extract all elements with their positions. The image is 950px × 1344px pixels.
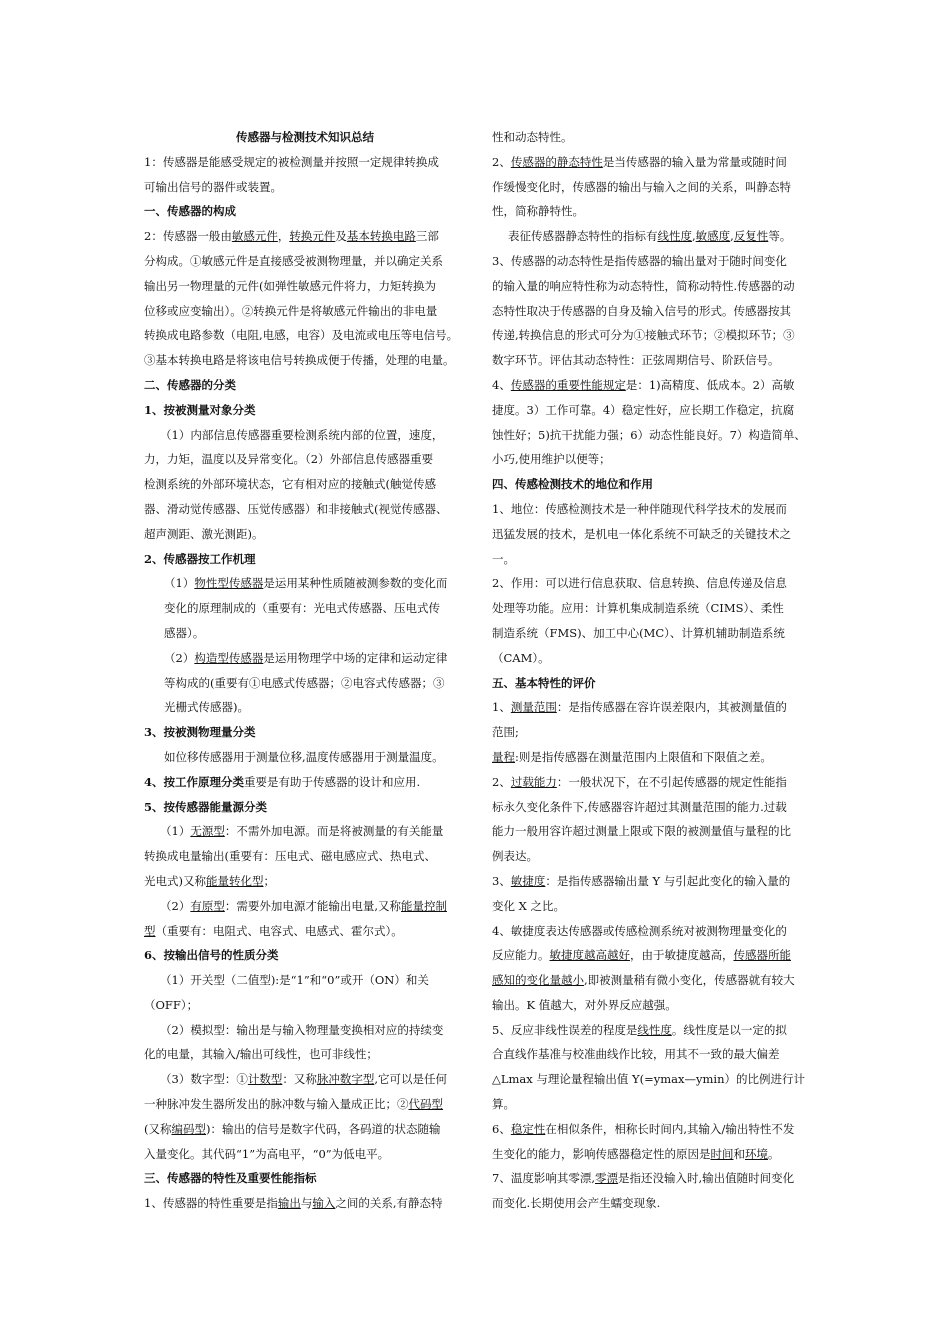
text-run: )：输出的信号是数字代码，各码道的状态随输 — [206, 1121, 441, 1136]
text-line: ③基本转换电路是将该电信号转换成便于传播，处理的电量。 — [144, 353, 455, 368]
text-run: ， — [277, 229, 290, 244]
underlined-term: 有原型 — [190, 898, 225, 913]
section-heading: 5、按传感器能量源分类 — [144, 799, 268, 814]
text-line — [492, 869, 814, 894]
text-run: 重要是有助于传感器的设计和应用. — [244, 774, 421, 789]
text-line: 数字环节。评估其动态特性：正弦周期信号、阶跃信号。 — [492, 353, 780, 368]
section-heading: 6、按输出信号的性质分类 — [144, 948, 279, 963]
text-line — [492, 695, 814, 720]
text-line — [144, 646, 466, 671]
underlined-term: 测量范围 — [510, 700, 557, 715]
underlined-term: 零漂 — [594, 1171, 618, 1186]
text-line: 变化 X 之比。 — [492, 898, 565, 913]
underlined-term: 敏捷度 — [510, 873, 546, 888]
text-line: 能力一般用容许超过测量上限或下限的被测量值与量程的比 — [492, 824, 791, 839]
section-heading: 一、传感器的构成 — [144, 204, 236, 219]
text-line: 传递,转换信息的形式可分为①接触式环节；②模拟环节；③ — [492, 328, 795, 343]
text-line — [492, 150, 814, 175]
section-heading: 五、基本特性的评价 — [492, 675, 596, 690]
text-line — [144, 1067, 466, 1092]
text-run: ：一般状况下，在不引起传感器的规定性能指 — [556, 774, 787, 789]
text-run: ,它可以是任何 — [374, 1072, 447, 1087]
text-run: ：是指传感器输出量 Y 与引起此变化的输入量的 — [545, 873, 791, 888]
text-run: 及 — [335, 229, 347, 244]
text-line — [492, 968, 814, 993]
text-run: 2、 — [492, 774, 511, 789]
underlined-term: 基本转换电路 — [346, 229, 416, 244]
text-line: 而变化.长期使用会产生蠕变现象. — [492, 1196, 661, 1211]
text-run: 2、 — [492, 154, 511, 169]
underlined-term: 过载能力 — [510, 774, 557, 789]
text-run: ：又称 — [282, 1072, 317, 1087]
text-line: 蚀性好；5)抗干扰能力强；6）动态性能良好。7）构造简单、 — [492, 427, 806, 442]
text-line — [144, 770, 466, 795]
section-heading: 四、传感检测技术的地位和作用 — [492, 477, 653, 492]
text-line: 捷度。3）工作可靠。4）稳定性好，应长期工作稳定，抗腐 — [492, 402, 795, 417]
underlined-term: 传感器的重要性能规定 — [510, 377, 626, 392]
text-line: 作缓慢变化时，传感器的输出与输入之间的关系，叫静态特 — [492, 179, 791, 194]
text-line — [492, 1166, 814, 1191]
text-line — [144, 571, 466, 596]
text-line: 合直线作基准与校准曲线作比较，用其不一致的最大偏差 — [492, 1047, 780, 1062]
text-line: 超声测距、激光测距)。 — [144, 526, 264, 541]
text-line — [492, 373, 814, 398]
text-run: 和 — [733, 1146, 745, 1161]
text-run: 之间的关系,有静态特 — [335, 1196, 443, 1211]
underlined-term: 环境 — [745, 1146, 768, 1161]
text-run: 是当传感器的输入量为常量或随时间 — [602, 154, 787, 169]
underlined-term: 传感器所能 — [733, 948, 791, 963]
text-line: 入量变化。其代码“1”为高电平，“0”为低电平。 — [144, 1146, 390, 1161]
text-run: 6、 — [492, 1121, 511, 1136]
text-line — [144, 1092, 466, 1117]
text-run: 5、反应非线性误差的程度是 — [492, 1022, 638, 1037]
text-run: （重要有：电阻式、电容式、电感式、霍尔式）。 — [155, 923, 403, 938]
text-line — [492, 745, 814, 770]
section-heading: 三、传感器的特性及重要性能指标 — [144, 1171, 317, 1186]
text-line: 化的电量，其输入/输出可线性，也可非线性； — [144, 1047, 378, 1062]
underlined-term: 线性度 — [657, 229, 692, 244]
underlined-term: 能量控制 — [400, 898, 447, 913]
text-line: 光栅式传感器)。 — [164, 700, 249, 715]
text-run: （1） — [160, 824, 191, 839]
underlined-term: 能量转化型 — [206, 873, 264, 888]
underlined-term: 量程 — [492, 749, 515, 764]
text-run: （1） — [164, 576, 195, 591]
text-line: 位移或应变输出）。②转换元件是将敏感元件输出的非电量 — [144, 303, 438, 318]
text-run: 三部 — [415, 229, 439, 244]
text-line: 的输入量的响应特性称为动态特性，简称动特性.传感器的动 — [492, 278, 795, 293]
text-line: 1、地位：传感检测技术是一种伴随现代科学技术的发展而 — [492, 501, 787, 516]
underlined-term: 敏感元件 — [231, 229, 278, 244]
text-line: 分构成。①敏感元件是直接感受被测物理量，并以确定关系 — [144, 253, 443, 268]
text-line: 检测系统的外部环境状态，它有相对应的接触式(触觉传感 — [144, 477, 436, 492]
text-run: （3）数字型：① — [160, 1072, 248, 1087]
text-run: 一种脉冲发生器所发出的脉冲数与输入量成正比；② — [144, 1097, 409, 1112]
underlined-term: 输入 — [312, 1196, 336, 1211]
underlined-term: 输出 — [277, 1196, 301, 1211]
text-line — [144, 869, 466, 894]
text-run: 与 — [300, 1196, 313, 1211]
section-heading: 二、传感器的分类 — [144, 377, 236, 392]
text-run: 等。 — [768, 229, 792, 244]
text-line: 等构成的(重要有①电感式传感器；②电容式传感器；③ — [164, 675, 445, 690]
underlined-term: 构造型传感器 — [194, 650, 264, 665]
text-run: 。 — [768, 1146, 780, 1161]
text-line: 例表达。 — [492, 849, 538, 864]
text-run: 光电式)又称 — [144, 873, 206, 888]
text-line — [492, 1018, 814, 1043]
text-run: 是：1)高精度、低成本。2）高敏 — [625, 377, 795, 392]
text-run: 7、温度影响其零漂, — [492, 1171, 595, 1186]
text-run: ,即被测量稍有微小变化，传感器就有较大 — [584, 973, 795, 988]
text-line — [144, 224, 466, 249]
underlined-term: 线性度 — [637, 1022, 672, 1037]
text-run: 1、 — [492, 700, 511, 715]
text-run: 生变化的能力，影响传感器稳定性的原因是 — [492, 1146, 711, 1161]
underlined-term: 转换元件 — [289, 229, 336, 244]
text-line: 一。 — [492, 551, 515, 566]
text-line: （OFF）； — [144, 997, 199, 1012]
text-line: 制造系统（FMS)、加工中心(MC）、计算机辅助制造系统 — [492, 625, 785, 640]
right-column — [492, 125, 814, 1216]
text-line: △Lmax 与理论量程输出值 Y(=ymax—ymin）的比例进行计 — [492, 1072, 805, 1087]
text-line: 器、滑动觉传感器、压觉传感器）和非接触式(视觉传感器、 — [144, 501, 448, 516]
text-run: (又称 — [144, 1121, 172, 1136]
text-line — [144, 1117, 466, 1142]
underlined-term: 代码型 — [408, 1097, 443, 1112]
text-line: （CAM）。 — [492, 650, 550, 665]
text-line — [144, 894, 466, 919]
text-run: , — [730, 229, 734, 244]
text-line: 转换成电量输出(重要有：压电式、磁电感应式、热电式、 — [144, 849, 436, 864]
text-line: 输出。K 值越大，对外界反应越强。 — [492, 997, 677, 1012]
text-line: （1）内部信息传感器重要检测系统内部的位置，速度， — [160, 427, 444, 442]
text-line: 性和动态特性。 — [492, 130, 573, 144]
text-line — [492, 224, 814, 249]
underlined-term: 计数型 — [247, 1072, 283, 1087]
underlined-term: 敏感度 — [695, 229, 731, 244]
text-run: ，由于敏捷度越高， — [630, 948, 734, 963]
underlined-term: 传感器的静态特性 — [510, 154, 603, 169]
underlined-term: 稳定性 — [510, 1121, 546, 1136]
document-title: 传感器与检测技术知识总结 — [236, 130, 374, 144]
text-line: 输出另一物理量的元件(如弹性敏感元件将力，力矩转换为 — [144, 278, 436, 293]
text-run: ； — [263, 873, 275, 888]
text-run: ：是指传感器在容许误差限内，其被测量值的 — [556, 700, 787, 715]
text-line: 处理等功能。应用：计算机集成制造系统（CIMS）、柔性 — [492, 601, 784, 616]
text-run: ：不需外加电源。而是将被测量的有关能量 — [224, 824, 444, 839]
text-line: 变化的原理制成的（重要有：光电式传感器、压电式传 — [164, 601, 440, 616]
text-run: 3、 — [492, 873, 511, 888]
text-run: （2） — [164, 650, 195, 665]
text-line: 如位移传感器用于测量位移,温度传感器用于测量温度。 — [164, 749, 444, 764]
text-line: 力，力矩，温度以及异常变化。（2）外部信息传感器重要 — [144, 452, 434, 467]
text-run: 2：传感器一般由 — [144, 229, 232, 244]
text-line: （2）模拟型：输出是与输入物理量变换相对应的持续变 — [160, 1022, 444, 1037]
text-line — [492, 1142, 814, 1167]
text-run: 。线性度是以一定的拟 — [671, 1022, 787, 1037]
text-run: 是指还没输入时,输出值随时间变化 — [617, 1171, 795, 1186]
section-heading: 1、按被测量对象分类 — [144, 402, 256, 417]
text-run: 表征传感器静态特性的指标有 — [508, 229, 658, 244]
underlined-term: 时间 — [710, 1146, 734, 1161]
text-line — [492, 1117, 814, 1142]
underlined-term: 编码型 — [171, 1121, 206, 1136]
text-line: 迅猛发展的技术，是机电一体化系统不可缺乏的关键技术之 — [492, 526, 791, 541]
text-line: 转换成电路参数（电阻,电感，电容）及电流或电压等电信号。 — [144, 328, 459, 343]
text-line: 态特性取决于传感器的自身及输入信号的形式。传感器按其 — [492, 303, 791, 318]
text-line — [144, 1191, 466, 1216]
text-line: 感器）。 — [164, 625, 205, 640]
underlined-term: 型 — [144, 923, 156, 938]
section-heading: 2、传感器按工作机理 — [144, 551, 256, 566]
underlined-term: 脉冲数字型 — [316, 1072, 375, 1087]
underlined-term: 物性型传感器 — [194, 576, 264, 591]
text-run: 1、传感器的特性重要是指 — [144, 1196, 278, 1211]
text-run: :则是指传感器在测量范围内上限值和下限值之差。 — [515, 749, 772, 764]
text-line: 性，简称静特性。 — [492, 204, 584, 219]
underlined-term: 反复性 — [733, 229, 769, 244]
text-line: 范围; — [492, 725, 519, 740]
text-line: （1）开关型（二值型):是“1”和“0”或开（ON）和关 — [160, 973, 429, 988]
text-line — [492, 943, 814, 968]
underlined-term: 无源型 — [190, 824, 225, 839]
bold-text: 4、按工作原理分类 — [144, 774, 245, 789]
text-run: ：需要外加电源才能输出电量,又称 — [224, 898, 401, 913]
text-line: 算。 — [492, 1097, 515, 1112]
text-line: 3、传感器的动态特性是指传感器的输出量对于随时间变化 — [492, 253, 787, 268]
text-line — [144, 819, 466, 844]
text-line: 可输出信号的器件或装置。 — [144, 179, 282, 194]
text-line: 小巧,使用维护以便等； — [492, 452, 611, 467]
text-line: 1：传感器是能感受规定的被检测量并按照一定规律转换成 — [144, 154, 439, 169]
underlined-term: 敏捷度越高越好 — [549, 948, 630, 963]
section-heading: 3、按被测物理量分类 — [144, 725, 256, 740]
text-line: 2、作用：可以进行信息获取、信息转换、信息传递及信息 — [492, 576, 787, 591]
text-run: 是运用物理学中场的定律和运动定律 — [263, 650, 448, 665]
text-run: , — [692, 229, 696, 244]
text-run: 4、 — [492, 377, 511, 392]
text-run: （2） — [160, 898, 191, 913]
text-run: 在相似条件，相称长时间内,其输入/输出特性不发 — [545, 1121, 795, 1136]
text-run: 是运用某种性质随被测参数的变化而 — [263, 576, 448, 591]
text-run: 反应能力。 — [492, 948, 550, 963]
text-line — [144, 919, 466, 944]
underlined-term: 感知的变化量越小 — [492, 973, 584, 988]
left-column — [144, 125, 466, 1216]
text-line — [492, 770, 814, 795]
text-line: 标永久变化条件下,传感器容许超过其测量范围的能力.过载 — [492, 799, 787, 814]
text-line: 4、敏捷度表达传感器或传感检测系统对被测物理量变化的 — [492, 923, 787, 938]
